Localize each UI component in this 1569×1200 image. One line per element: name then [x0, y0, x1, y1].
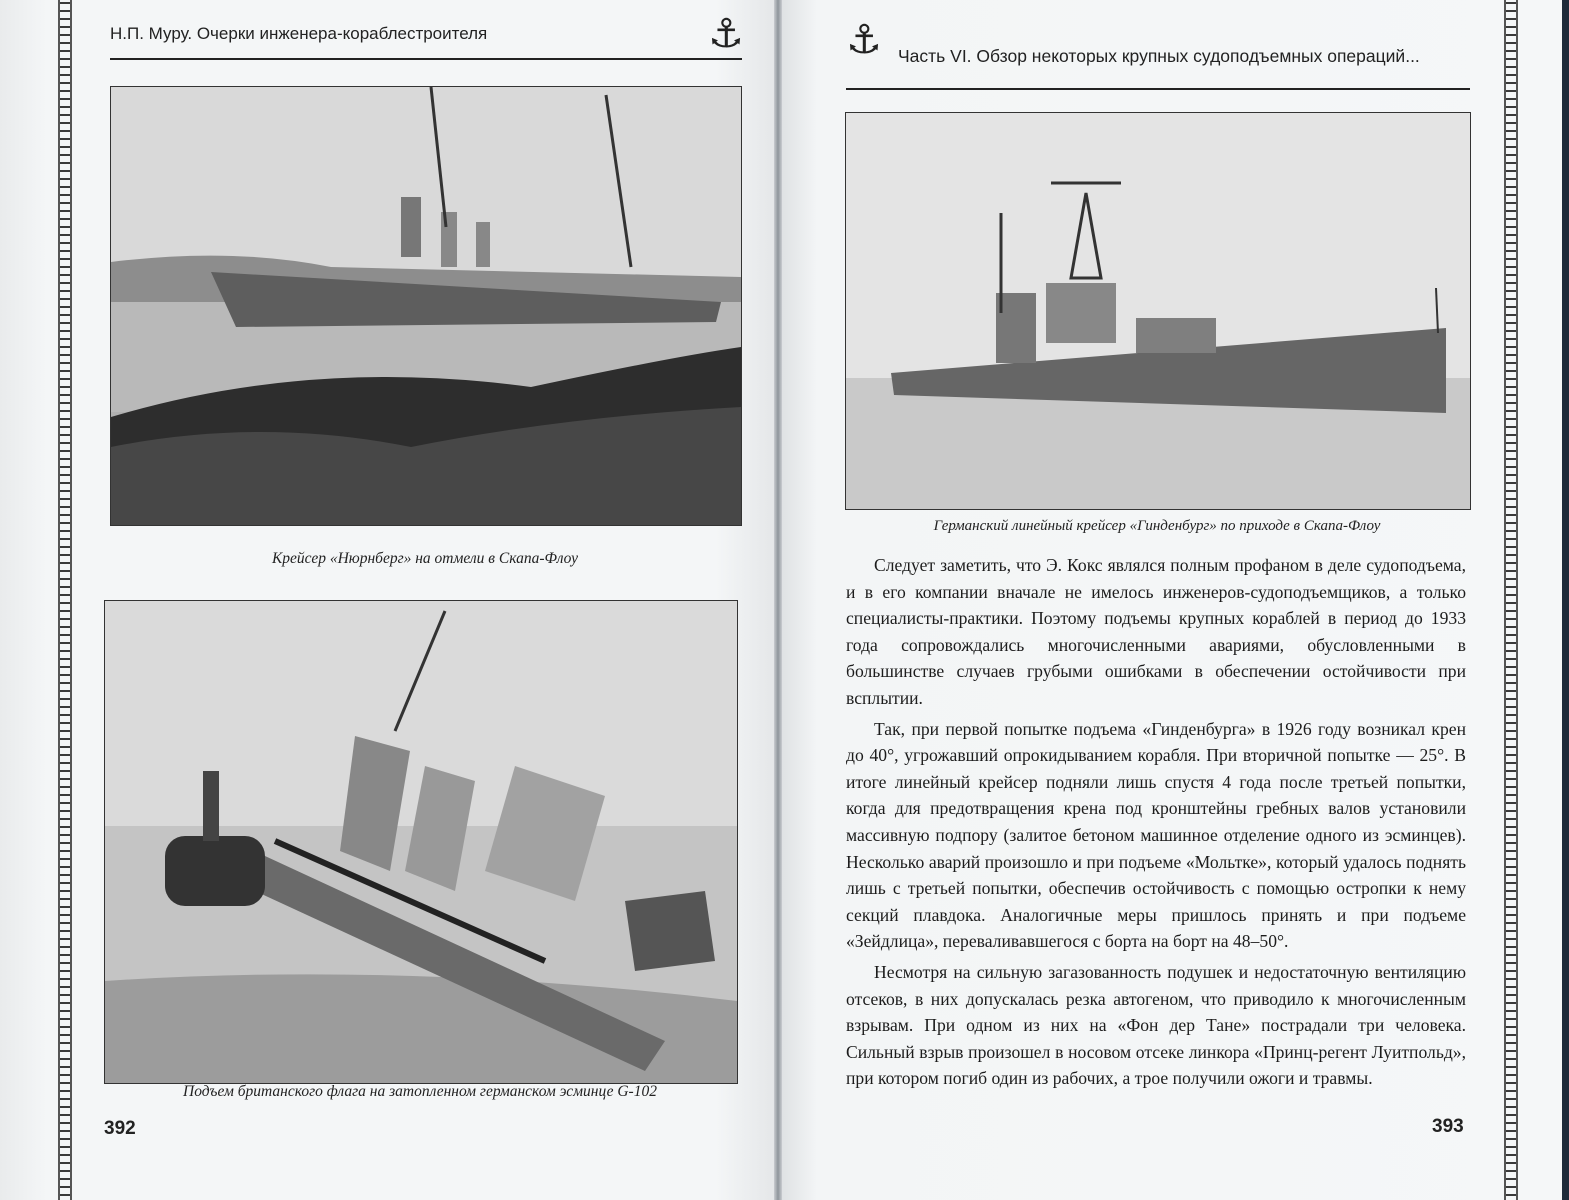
anchor-icon: ⚓ — [708, 11, 744, 57]
book-gutter — [774, 0, 782, 1200]
photo3-caption: Германский линейный крейсер «Гинденбург» по приходе в Скапа-Флоу — [933, 518, 1381, 534]
paragraph-3: Несмотря на сильную загазованность подушек и недостаточную вентиляцию отсеков, в них допускалась резка автогеном, что приводило к многочисленным взрывам. При одном из них на «Фон дер Тане» пострадали три человека. Сильный взрыв произошел в носовом отсеке линкора «Принц-регент Луитпольд», при котором погиб один из рабочих, а трое получили ожоги и травмы. — [846, 961, 1466, 1089]
paragraph-2: Так, при первой попытке подъема «Гинденбурга» в 1926 году возникал крен до 40°, угрожавший опрокидыванием корабля. При вторичной попытке — 25°. В итоге линейный крейсер подняли лишь спустя 4 года после третьей попытки, когда для предотвращения крена под кронштейны гребных валов установили массивную подпору (залитое бетоном машинное отделение одного из эсминцев). Несколько аварий произошло и при подъеме «Мольтке», который удалось поднять лишь с третьей попытки, обеспечив остойчивость с помощью остропки к нему секций плавдока. Аналогичные меры пришлось принять и при подъеме «Зейдлица», переваливавшегося с борта на борт на 48–50°. — [846, 718, 1466, 952]
page-number-left: 392 — [104, 1118, 136, 1139]
body-text — [846, 552, 1466, 1096]
photo-cruiser-nurnberg — [110, 86, 742, 526]
right-header-rule — [846, 88, 1470, 90]
photo-battlecruiser-hindenburg — [845, 112, 1471, 510]
photo1-caption: Крейсер «Нюрнберг» на отмели в Скапа-Флоу — [271, 550, 578, 567]
photo-destroyer-g102 — [104, 600, 738, 1084]
photo2-caption: Подъем британского флага на затопленном германском эсминце G-102 — [183, 1083, 657, 1100]
paragraph-1: Следует заметить, что Э. Кокс являлся полным профаном в деле судоподъема, и в его компании вначале не имелось инженеров-судоподъемщиков, а только специалисты-практики. Поэтому подъемы крупных кораблей в период до 1933 года сопровождались многочисленными авариями, обусловленными в большинстве случаев грубыми ошибками в обеспечении остойчивости при всплытии. — [846, 555, 1466, 708]
anchor-icon: ⚓ — [846, 17, 882, 63]
chain-border-left — [58, 0, 72, 1200]
left-header-rule — [110, 58, 742, 60]
page-number-right: 393 — [1432, 1116, 1464, 1137]
right-running-header: Часть VI. Обзор некоторых крупных судоподъемных операций... — [898, 46, 1420, 66]
left-running-header: Н.П. Муру. Очерки инженера-кораблестроителя — [110, 24, 488, 43]
chain-border-right — [1504, 0, 1518, 1200]
